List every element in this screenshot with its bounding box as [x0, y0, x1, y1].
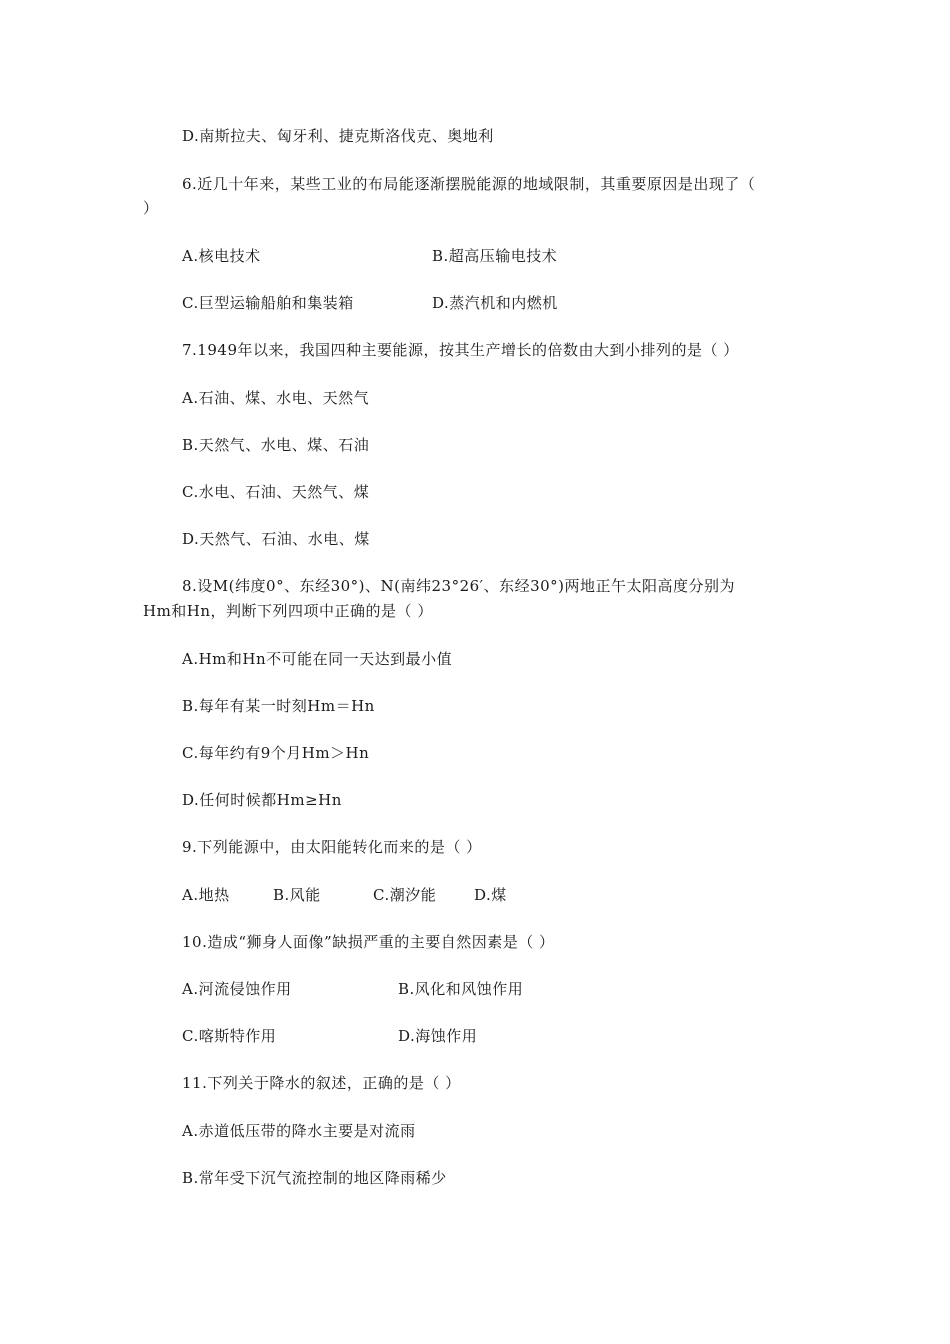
q6-stem-line1: 6.近几十年来，某些工业的布局能逐渐摆脱能源的地域限制，其重要原因是出现了（ [182, 175, 756, 193]
q6-option-a: A.核电技术 [182, 247, 261, 265]
q6-option-d: D.蒸汽机和内燃机 [432, 294, 558, 312]
q9-option-a: A.地热 [182, 886, 230, 904]
q7-option-d: D.天然气、石油、水电、煤 [182, 530, 370, 548]
q11-option-b: B.常年受下沉气流控制的地区降雨稀少 [182, 1169, 447, 1187]
q9-option-b: B.风能 [273, 886, 321, 904]
q8-option-c: C.每年约有9个月Hm＞Hn [182, 744, 370, 762]
q8-option-b: B.每年有某一时刻Hm＝Hn [182, 697, 375, 715]
q8-stem-line1: 8.设M(纬度0°、东经30°)、N(南纬23°26′、东经30°)两地正午太阳高度分别为 [182, 577, 736, 595]
q6-option-c: C.巨型运输船舶和集装箱 [182, 294, 354, 312]
q10-option-d: D.海蚀作用 [398, 1027, 478, 1045]
q7-stem: 7.1949年以来，我国四种主要能源，按其生产增长的倍数由大到小排列的是（ ） [182, 341, 739, 359]
q10-stem: 10.造成“狮身人面像”缺损严重的主要自然因素是（ ） [182, 933, 555, 951]
q9-option-d: D.煤 [474, 886, 507, 904]
q5-option-d: D.南斯拉夫、匈牙利、捷克斯洛伐克、奥地利 [182, 127, 494, 145]
q7-option-c: C.水电、石油、天然气、煤 [182, 483, 370, 501]
q7-option-b: B.天然气、水电、煤、石油 [182, 436, 370, 454]
q6-option-b: B.超高压输电技术 [432, 247, 558, 265]
q10-option-c: C.喀斯特作用 [182, 1027, 277, 1045]
q8-option-d: D.任何时候都Hm≥Hn [182, 791, 342, 809]
q8-stem-line2: Hm和Hn，判断下列四项中正确的是（ ） [143, 602, 433, 620]
q6-stem-line2: ） [143, 199, 159, 217]
q10-option-a: A.河流侵蚀作用 [182, 980, 292, 998]
q11-option-a: A.赤道低压带的降水主要是对流雨 [182, 1122, 416, 1140]
q8-option-a: A.Hm和Hn不可能在同一天达到最小值 [182, 650, 453, 668]
q11-stem: 11.下列关于降水的叙述，正确的是（ ） [182, 1074, 461, 1092]
q7-option-a: A.石油、煤、水电、天然气 [182, 389, 370, 407]
q10-option-b: B.风化和风蚀作用 [398, 980, 524, 998]
q9-stem: 9.下列能源中，由太阳能转化而来的是（ ） [182, 838, 482, 856]
q9-option-c: C.潮汐能 [373, 886, 437, 904]
